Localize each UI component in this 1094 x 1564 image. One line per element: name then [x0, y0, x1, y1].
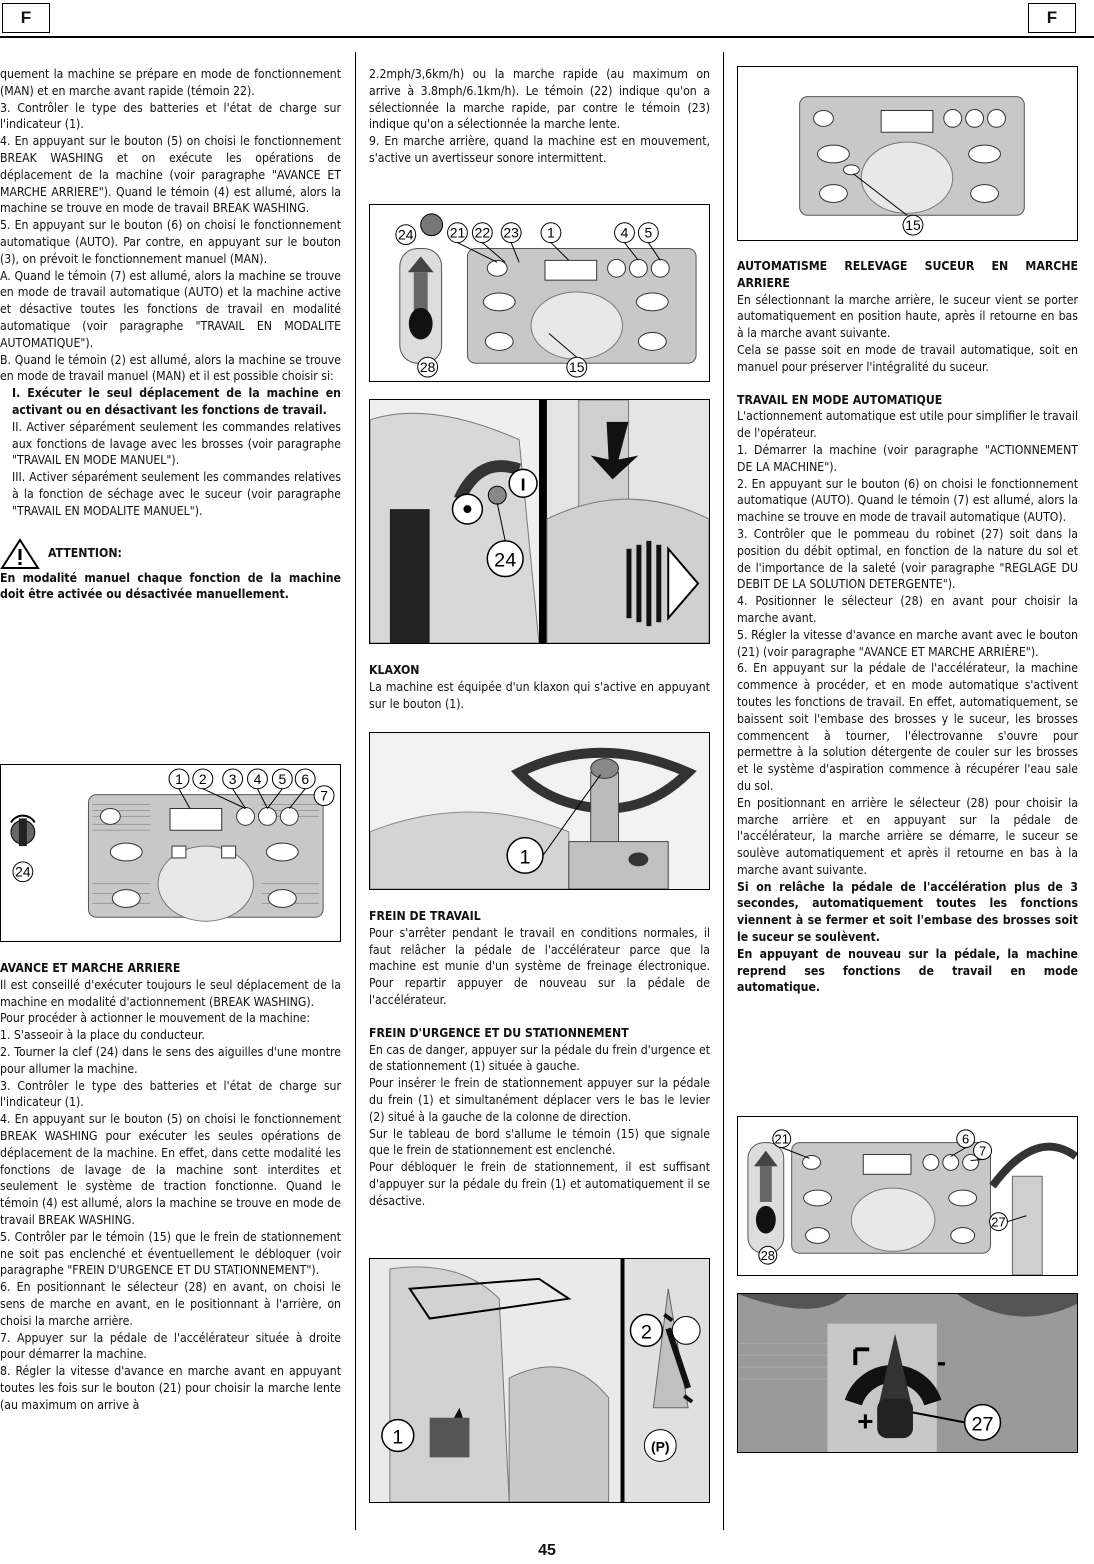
svg-text:15: 15 [905, 217, 921, 234]
figure-control-panel-2 [369, 204, 710, 382]
section-heading: KLAXON [369, 663, 420, 677]
svg-text:3: 3 [228, 770, 237, 787]
list-item: III. Activer séparément seulement les commandes relatives à la fonction de séchage avec le suceur (voir paragraphe "TRAVAIL EN MODALITE MANUEL"). [12, 470, 341, 518]
paragraph: 1. S'asseoir à la place du conducteur. [0, 1028, 205, 1043]
paragraph: 6. En appuyant sur la pédale de l'accélérateur, la machine commence à procéder, et en mode automatique s'activent toutes les fonctions de travail. En effet, automatiquement, se baissent soit l'embase des brosses y le suceur, les brosses commencent à tourner, l'électrovanne s'ouvre pour permettre à la solution détergente de couler sur les brosses et le système d'aspiration commence à récupérer l'eau sale du sol. [737, 661, 1078, 793]
paragraph: 2. Tourner la clef (24) dans le sens des aiguilles d'une montre pour allumer la machine. [0, 1044, 341, 1076]
svg-text:28: 28 [419, 359, 436, 376]
svg-text:1: 1 [519, 846, 531, 869]
paragraph: quement la machine se prépare en mode de fonctionnement (MAN) et en marche avant rapide (témoin 22). [0, 67, 341, 98]
paragraph: 6. En positionnant le sélecteur (28) en avant, on choisi le sens de marche en avant, en le positionnant à l'arrière, on choisi la marche arrière. [0, 1280, 341, 1328]
svg-text:21: 21 [449, 224, 466, 241]
section-heading: FREIN D'URGENCE ET DU STATIONNEMENT [369, 1025, 629, 1040]
paragraph: B. Quand le témoin (2) est allumé, alors la machine se trouve en mode de travail manuel (MAN) et il est possible choisir si: [0, 352, 341, 384]
paragraph: Pour s'arrêter pendant le travail en conditions normales, il faut relâcher la pédale de l'accélérateur parce que la machine est munie d'un système de freinage électronique. Pour repartir appuyer de nouveau sur la pédale de l'accélérateur. [369, 925, 710, 1007]
svg-text:27: 27 [971, 1413, 994, 1436]
warning-triangle-icon [0, 538, 40, 570]
column-separator [355, 52, 356, 1530]
figure-control-panel-3 [737, 66, 1078, 241]
svg-text:2: 2 [640, 1321, 652, 1344]
paragraph: 3. Contrôler le type des batteries et l'état de charge sur l'indicateur (1). [0, 1078, 341, 1110]
svg-text:6: 6 [301, 770, 310, 787]
column-2 [369, 66, 710, 167]
svg-text:1: 1 [175, 770, 183, 787]
attention-text: En modalité manuel chaque fonction de la machine doit être activée ou désactivée manuellement. [0, 570, 341, 602]
attention-title: ATTENTION: [48, 546, 122, 561]
paragraph: 5. Régler la vitesse d'avance en marche avant avec le bouton (21) (voir paragraphe "AVANCE ET MARCHE ARRIÈRE"). [737, 627, 1078, 659]
header-rule [0, 36, 1094, 38]
svg-text:+: + [857, 1405, 874, 1437]
svg-text:24: 24 [398, 226, 414, 243]
paragraph: A. Quand le témoin (7) est allumé, alors la machine se trouve en mode de travail automatique (AUTO) et la machine active et désactive toutes les fonctions de travail en modalité automatique (voir paragraphe "TRAVAIL EN MODALITE AUTOMATIQUE"). [0, 268, 341, 350]
column-1 [0, 66, 341, 603]
paragraph: 2. En appuyant sur le bouton (6) on choisi le fonctionnement automatique (AUTO). Quand le témoin (7) est allumé, alors la machine se trouve en mode de travail automatique (AUTO). [737, 476, 1078, 525]
paragraph: Cela se passe soit en mode de travail automatique, soit en manuel pour préserver l'intégralité du suceur. [737, 342, 1078, 374]
svg-text:2: 2 [198, 770, 207, 787]
svg-text:I: I [520, 474, 526, 495]
svg-text:22: 22 [474, 224, 491, 241]
list-item: II. Activer séparément seulement les commandes relatives aux fonctions de lavage avec les brosses (voir paragraphe "TRAVAIL EN MODE MANUEL"). [12, 419, 341, 468]
paragraph: Pour procéder à actionner le mouvement de la machine: [0, 1011, 311, 1026]
svg-text:1: 1 [547, 224, 555, 241]
paragraph: 5. En appuyant sur le bouton (6) on choisi le fonctionnement automatique (AUTO). Par contre, en appuyant sur le bouton (3), on prévoit le fonctionnement manuel (MAN). [0, 218, 341, 266]
figure-key-switch [369, 399, 710, 644]
column-2-lower [369, 908, 710, 1210]
svg-text:6: 6 [962, 1131, 970, 1147]
paragraph: 4. En appuyant sur le bouton (5) on choisi le fonctionnement BREAK WASHING pour exécuter les seules opérations de déplacement de la machine. En effet, dans cette modalité les fonctions de lavage de la machine sont interdites et seulement le système de traction fonctionne. Quand le témoin (4) est allumé, alors la machine se trouve en mode de travail BREAK WASHING. [0, 1112, 341, 1227]
language-tag-left: F [2, 3, 50, 33]
paragraph: 8. Régler la vitesse d'avance en marche avant en appuyant toutes les fois sur le bouton (21) pour choisir la marche lente (au maximum on arrive à [0, 1364, 341, 1412]
paragraph: Sur le tableau de bord s'allume le témoin (15) que signale que le frein de stationnement est enclenché. [369, 1126, 710, 1158]
figure-horn [369, 732, 710, 890]
paragraph: En cas de danger, appuyer sur la pédale du frein d'urgence et de stationnement (1) située à gauche. [369, 1042, 710, 1074]
language-tag-right: F [1028, 3, 1076, 33]
paragraph: Pour débloquer le frein de stationnement, il est suffisant d'appuyer sur la pédale du frein (1) et automatiquement il se désactive. [369, 1160, 710, 1208]
svg-text:24: 24 [15, 863, 31, 880]
page-number: 45 [538, 1542, 556, 1559]
paragraph: Il est conseillé d'exécuter toujours le seul déplacement de la machine en modalité d'actionnement (BREAK WASHING). [0, 977, 341, 1009]
svg-text:24: 24 [494, 549, 517, 572]
svg-text:21: 21 [774, 1131, 789, 1147]
figure-parking-brake [369, 1258, 710, 1503]
svg-text:(P): (P) [651, 1438, 670, 1455]
svg-text:7: 7 [320, 787, 328, 804]
paragraph: 4. Positionner le sélecteur (28) en avant pour choisir la marche avant. [737, 594, 1078, 625]
list-item: I. Exécuter le seul déplacement de la machine en activant ou en désactivant les fonctions de travail. [12, 386, 341, 417]
column-2-klaxon [369, 662, 710, 712]
paragraph: Si on relâche la pédale de l'accélération plus de 3 secondes, automatiquement toutes les fonctions viennent à se fermer et soit l'embase des brosses soit le suceur se soulèvent. [737, 879, 1078, 945]
svg-text:7: 7 [978, 1143, 987, 1159]
svg-text:-: - [936, 1346, 947, 1378]
svg-text:23: 23 [503, 224, 519, 241]
paragraph: 1. Démarrer la machine (voir paragraphe "ACTIONNEMENT DE LA MACHINE"). [737, 442, 1078, 474]
paragraph: Pour insérer le frein de stationnement appuyer sur la pédale du frein (1) et simultanément déplacer vers le bas le levier (2) situé à la gauche de la colonne de direction. [369, 1076, 710, 1124]
svg-text:4: 4 [620, 224, 629, 241]
column-3 [737, 258, 1078, 996]
section-heading: AUTOMATISME RELEVAGE SUCEUR EN MARCHE ARRIERE [737, 259, 1078, 290]
paragraph: 5. Contrôler par le témoin (15) que le frein de stationnement ne soit pas enclenché et éventuellement le débloquer (voir paragraphe "FREIN D'URGENCE ET DU STATIONNEMENT"). [0, 1229, 341, 1278]
section-heading: AVANCE ET MARCHE ARRIERE [0, 961, 181, 975]
figure-control-panel-4 [737, 1116, 1078, 1276]
paragraph: 3. Contrôler le type des batteries et l'état de charge sur l'indicateur (1). [0, 100, 341, 132]
svg-text:1: 1 [392, 1426, 404, 1449]
paragraph: 3. Contrôler que le pommeau du robinet (27) soit dans la position du débit optimal, en fonction de la nature du sol et de l'importance de la saleté (voir paragraphe "REGLAGE DU DEBIT DE LA SOLUTION DETERGENTE"). [737, 526, 1078, 592]
figure-tap-knob [737, 1293, 1078, 1453]
paragraph: L'actionnement automatique est utile pour simplifier le travail de l'opérateur. [737, 409, 1078, 441]
svg-text:27: 27 [991, 1214, 1006, 1230]
section-heading: TRAVAIL EN MODE AUTOMATIQUE [737, 392, 943, 407]
paragraph: 2.2mph/3,6km/h) ou la marche rapide (au maximum on arrive à 3.8mph/6.1km/h). Le témoin (22) indique qu'on a sélectionnée la marche rapide, par contre le témoin (23) indique qu'on a sélectionnée la marche lente. [369, 67, 710, 132]
paragraph: La machine est équipée d'un klaxon qui s'active en appuyant sur le bouton (1). [369, 679, 710, 711]
svg-text:5: 5 [278, 770, 287, 787]
paragraph: 9. En marche arrière, quand la machine est en mouvement, s'active un avertisseur sonore intermittent. [369, 134, 710, 165]
paragraph: 4. En appuyant sur le bouton (5) on choisi le fonctionnement BREAK WASHING et on exécute les opérations de déplacement de la machine (voir paragraphe "AVANCE ET MARCHE ARRIERE"). Quand le témoin (4) est allumé, alors la machine se trouve en mode de travail BREAK WASHING. [0, 134, 341, 216]
column-1-lower [0, 960, 341, 1414]
svg-text:5: 5 [644, 224, 653, 241]
svg-text:15: 15 [569, 359, 585, 376]
attention-block [0, 538, 341, 570]
paragraph: 7. Appuyer sur la pédale de l'accélérateur située à droite pour démarrer la machine. [0, 1330, 341, 1362]
paragraph: En appuyant de nouveau sur la pédale, la machine reprend ses fonctions de travail en mode automatique. [737, 946, 1078, 995]
column-separator [723, 52, 724, 1530]
svg-text:4: 4 [253, 770, 262, 787]
figure-control-panel-1 [0, 764, 341, 942]
section-heading: FREIN DE TRAVAIL [369, 909, 481, 923]
paragraph: En positionnant en arrière le sélecteur (28) pour choisir la marche arrière et en appuyant sur la pédale de l'accélérateur, la marche arrière se démarre, le suceur se soulève automatiquement et après il retourne en bas à la marche avant suivante. [737, 795, 1078, 877]
svg-text:28: 28 [760, 1248, 776, 1264]
paragraph: En sélectionnant la marche arrière, le suceur vient se porter automatiquement en position haute, après il retourne en bas à la marche avant suivante. [737, 292, 1078, 341]
